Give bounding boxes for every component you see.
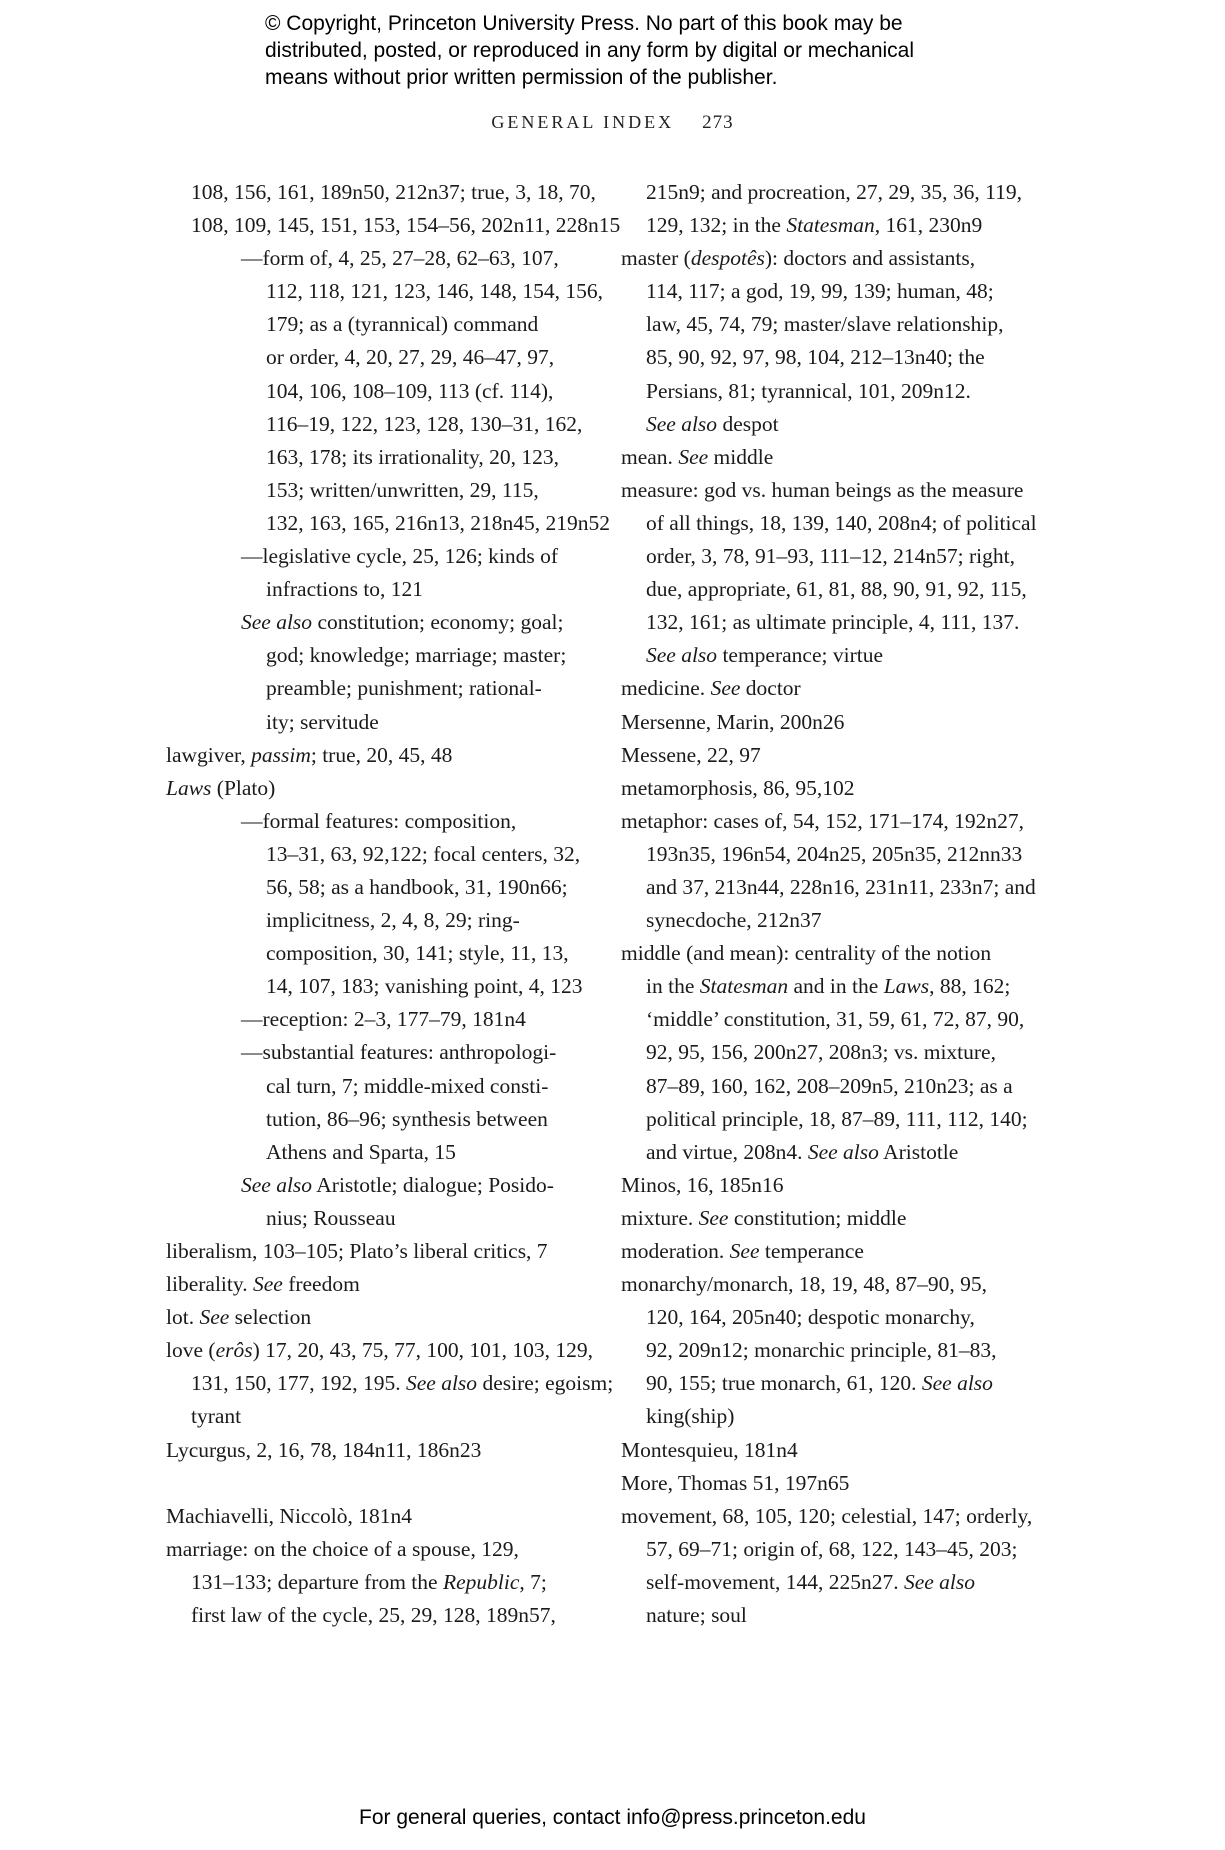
index-line: political principle, 18, 87–89, 111, 112, 140; <box>646 1106 1028 1131</box>
index-line: ‘middle’ constitution, 31, 59, 61, 72, 87, 90, <box>646 1007 1025 1032</box>
running-head-title: GENERAL INDEX <box>491 112 675 132</box>
index-line: 193n35, 196n54, 204n25, 205n35, 212nn33 <box>646 841 1023 866</box>
index-line: 56, 58; as a handbook, 31, 190n66; <box>266 874 568 899</box>
index-line: 132, 163, 165, 216n13, 218n45, 219n52 <box>266 510 610 535</box>
running-head <box>0 112 1225 134</box>
index-line: metamorphosis, 86, 95,102 <box>621 775 855 800</box>
index-line: ity; servitude <box>266 709 379 734</box>
index-line: nius; Rousseau <box>266 1205 396 1230</box>
index-line: synecdoche, 212n37 <box>646 908 822 933</box>
page-number: 273 <box>702 112 734 133</box>
index-line: 215n9; and procreation, 27, 29, 35, 36, 119, <box>646 180 1022 204</box>
index-line: 114, 117; a god, 19, 99, 139; human, 48; <box>646 279 994 304</box>
index-line: master (despotês): doctors and assistants, <box>621 246 976 271</box>
index-line: in the Statesman and in the Laws, 88, 162; <box>646 974 1011 999</box>
index-line: —substantial features: anthropologi- <box>241 1040 557 1065</box>
index-line: Machiavelli, Niccolò, 181n4 <box>166 1503 412 1528</box>
index-line: 153; written/unwritten, 29, 115, <box>266 477 539 502</box>
index-line: and 37, 213n44, 228n16, 231n11, 233n7; and <box>646 874 1036 899</box>
index-line: monarchy/monarch, 18, 19, 48, 87–90, 95, <box>621 1272 988 1297</box>
index-line: —legislative cycle, 25, 126; kinds of <box>241 544 559 569</box>
index-line: lot. See selection <box>166 1305 312 1330</box>
copyright-notice <box>265 10 1025 91</box>
index-line: 131–133; departure from the Republic, 7; <box>191 1569 547 1594</box>
index-line: 132, 161; as ultimate principle, 4, 111, 137. <box>646 610 1020 635</box>
index-line: composition, 30, 141; style, 11, 13, <box>266 941 569 966</box>
index-line: 13–31, 63, 92,122; focal centers, 32, <box>266 841 581 866</box>
index-line: Mersenne, Marin, 200n26 <box>621 709 845 734</box>
index-line <box>166 1467 581 1500</box>
index-line: 92, 209n12; monarchic principle, 81–83, <box>646 1338 997 1363</box>
index-line: law, 45, 74, 79; master/slave relationship, <box>646 312 1004 337</box>
index-line: 112, 118, 121, 123, 146, 148, 154, 156, <box>266 279 604 304</box>
index-line: mean. See middle <box>621 444 774 469</box>
index-line: Montesquieu, 181n4 <box>621 1437 798 1462</box>
index-line: See also constitution; economy; goal; <box>241 610 564 635</box>
index-line: 87–89, 160, 162, 208–209n5, 210n23; as a <box>646 1073 1013 1098</box>
index-line: liberalism, 103–105; Plato’s liberal critics, 7 <box>166 1239 548 1263</box>
index-line: Laws (Plato) <box>166 775 276 800</box>
index-line: nature; soul <box>646 1603 747 1628</box>
index-column-right <box>621 176 1035 1632</box>
index-line: first law of the cycle, 25, 29, 128, 189n57, <box>191 1603 556 1628</box>
index-line: —reception: 2–3, 177–79, 181n4 <box>241 1007 526 1032</box>
index-line: moderation. See temperance <box>621 1239 864 1263</box>
index-line: 92, 95, 156, 200n27, 208n3; vs. mixture, <box>646 1040 996 1065</box>
index-line: self-movement, 144, 225n27. See also <box>646 1569 976 1594</box>
index-line: 129, 132; in the Statesman, 161, 230n9 <box>646 213 983 238</box>
index-line: Persians, 81; tyrannical, 101, 209n12. <box>646 378 971 403</box>
footer-contact: For general queries, contact info@press.princeton.edu <box>359 1806 866 1829</box>
index-line: 179; as a (tyrannical) command <box>266 312 539 337</box>
index-line: See also Aristotle; dialogue; Posido- <box>241 1172 554 1197</box>
index-line: liberality. See freedom <box>166 1272 360 1297</box>
index-line: 108, 109, 145, 151, 153, 154–56, 202n11, 228n15 <box>191 213 621 238</box>
index-line: of all things, 18, 139, 140, 208n4; of political <box>646 510 1037 535</box>
index-line: tyrant <box>191 1404 242 1429</box>
index-line: tution, 86–96; synthesis between <box>266 1106 548 1131</box>
index-line: 104, 106, 108–109, 113 (cf. 114), <box>266 378 554 403</box>
index-line: —formal features: composition, <box>241 808 517 833</box>
index-line: preamble; punishment; rational- <box>266 676 542 701</box>
index-line: implicitness, 2, 4, 8, 29; ring- <box>266 908 520 933</box>
index-line: —form of, 4, 25, 27–28, 62–63, 107, <box>241 246 559 271</box>
index-line: See also temperance; virtue <box>646 643 884 668</box>
index-line: lawgiver, passim; true, 20, 45, 48 <box>166 742 453 767</box>
index-line: 14, 107, 183; vanishing point, 4, 123 <box>266 974 583 999</box>
index-line: love (erôs) 17, 20, 43, 75, 77, 100, 101, 103, 129, <box>166 1338 594 1363</box>
index-line: due, appropriate, 61, 81, 88, 90, 91, 92, 115, <box>646 577 1027 602</box>
index-line: 163, 178; its irrationality, 20, 123, <box>266 444 560 469</box>
index-line: or order, 4, 20, 27, 29, 46–47, 97, <box>266 345 555 370</box>
index-line: 116–19, 122, 123, 128, 130–31, 162, <box>266 411 583 436</box>
index-line: Lycurgus, 2, 16, 78, 184n11, 186n23 <box>166 1437 482 1462</box>
index-line: 108, 156, 161, 189n50, 212n37; true, 3, 18, 70, <box>191 180 596 204</box>
index-line: middle (and mean): centrality of the notion <box>621 941 992 966</box>
index-line: measure: god vs. human beings as the measure <box>621 477 1024 502</box>
copyright-line: means without prior written permission of the publisher. <box>265 66 778 89</box>
index-column-left <box>166 176 621 1632</box>
index-line: marriage: on the choice of a spouse, 129, <box>166 1536 519 1561</box>
index-line: Messene, 22, 97 <box>621 742 761 767</box>
index-line: More, Thomas 51, 197n65 <box>621 1470 850 1495</box>
index-line: and virtue, 208n4. See also Aristotle <box>646 1139 959 1164</box>
index-line: movement, 68, 105, 120; celestial, 147; orderly, <box>621 1503 1033 1528</box>
copyright-line: distributed, posted, or reproduced in any form by digital or mechanical <box>265 39 915 62</box>
index-line: Minos, 16, 185n16 <box>621 1172 784 1197</box>
index-line: medicine. See doctor <box>621 676 801 701</box>
index-line: 120, 164, 205n40; despotic monarchy, <box>646 1305 975 1330</box>
index-line: mixture. See constitution; middle <box>621 1205 907 1230</box>
index-line: infractions to, 121 <box>266 577 424 602</box>
index-line: metaphor: cases of, 54, 152, 171–174, 192n27, <box>621 808 1025 833</box>
copyright-line: © Copyright, Princeton University Press. No part of this book may be <box>265 12 903 35</box>
index-line: See also despot <box>646 411 779 436</box>
index-line: Athens and Sparta, 15 <box>266 1139 456 1164</box>
index-line: 57, 69–71; origin of, 68, 122, 143–45, 203; <box>646 1536 1018 1561</box>
index-line: king(ship) <box>646 1404 735 1429</box>
index-line: 131, 150, 177, 192, 195. See also desire; egoism; <box>191 1371 614 1396</box>
index-line: 90, 155; true monarch, 61, 120. See also <box>646 1371 993 1396</box>
index-line: 85, 90, 92, 97, 98, 104, 212–13n40; the <box>646 345 985 370</box>
index-line: order, 3, 78, 91–93, 111–12, 214n57; right, <box>646 544 1015 569</box>
index-line: god; knowledge; marriage; master; <box>266 643 567 668</box>
index-line: cal turn, 7; middle-mixed consti- <box>266 1073 549 1098</box>
